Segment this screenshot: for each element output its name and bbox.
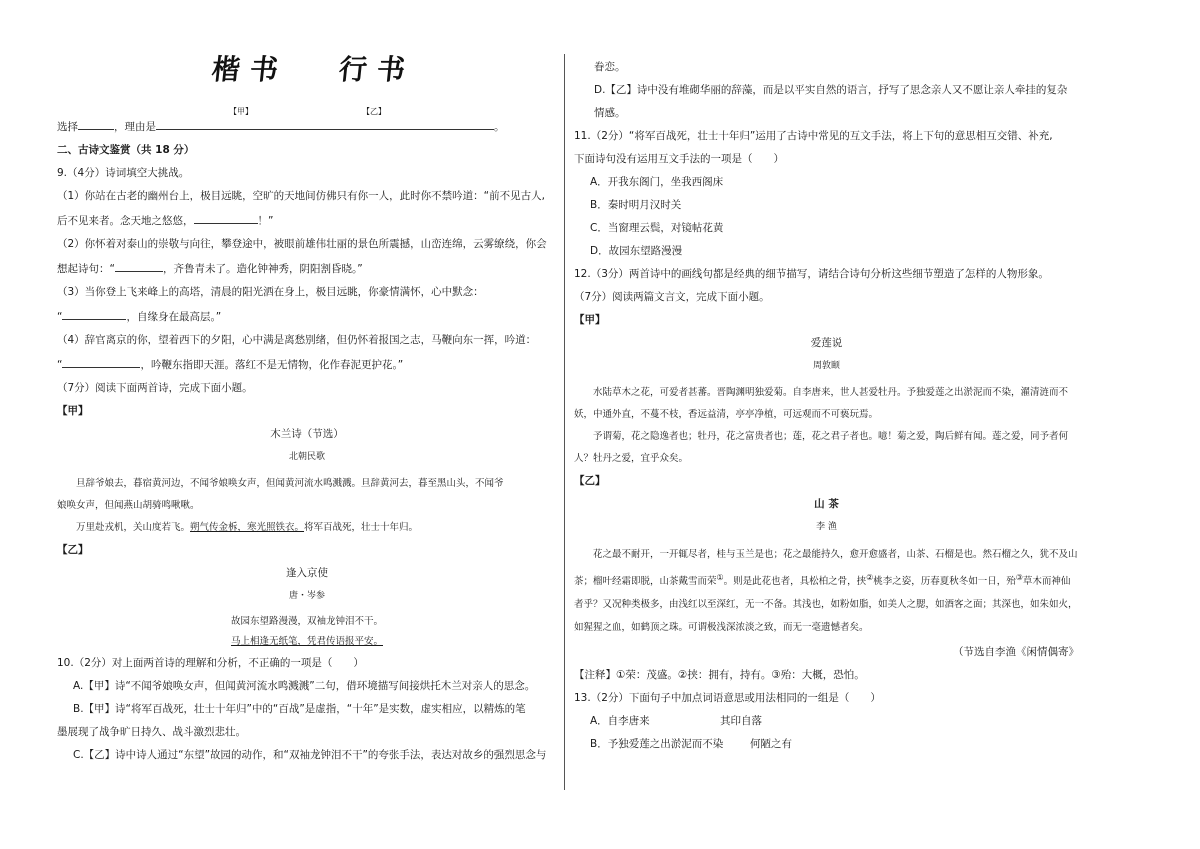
q13-option-b: B．予独爱莲之出淤泥而不染 何陋之有 bbox=[590, 738, 792, 751]
poem2-line: 故园东望路漫漫，双袖龙钟泪不干。 bbox=[230, 616, 383, 627]
q11-option-b: B．秦时明月汉时关 bbox=[590, 199, 682, 211]
poem1-line: 娘唤女声，但闻燕山胡骑鸣啾啾。 bbox=[57, 500, 200, 511]
ailian-para-2: 予谓菊，花之隐逸者也；牡丹，花之富贵者也；莲，花之君子者也。噫！菊之爱，陶后鲜有闻。莲之爱，同予者何人？牡丹之爱，宜乎众矣。 bbox=[574, 431, 1069, 464]
q9-4-line2: “ ，吟鞭东指即天涯。落红不是无情物，化作春泥更护花。” bbox=[57, 356, 557, 373]
poem2-line-underlined: 马上相逢无纸笔，凭君传语报平安。 bbox=[230, 636, 383, 647]
q9-2-line2: 想起诗句：“ ，齐鲁青未了。造化钟神秀，阴阳割昏晓。” bbox=[57, 260, 557, 277]
q9-4-line1: （4）辞官离京的你，望着西下的夕阳，心中满是离愁别绪，但仍怀着报国之志，马鞭向东一挥，吟道： bbox=[57, 334, 537, 346]
q10-option-b-line2: 墨展现了战争旷日持久、战斗激烈悲壮。 bbox=[57, 726, 246, 738]
source-citation: （节选自李渔《闲情偶寄》 bbox=[953, 646, 1079, 659]
q11-option-d: D．故园东望路漫漫 bbox=[590, 245, 683, 257]
q10-option-d-line2: 情感。 bbox=[594, 107, 626, 119]
q10-option-c: C.【乙】诗中诗人通过“东望”故园的动作，和“双袖龙钟泪不干”的夸张手法，表达对故乡的强烈思念与 bbox=[73, 749, 547, 761]
q13-option-a: A．自李唐来 其印自落 bbox=[590, 715, 762, 728]
q11-option-c: C．当窗理云鬓，对镜帖花黄 bbox=[590, 222, 724, 234]
yi-heading: 【乙】 bbox=[57, 544, 89, 556]
q9-1-line2: 后不见来者。念天地之悠悠， ！” bbox=[57, 212, 557, 229]
ailian-para-1: 水陆草木之花，可爱者甚蕃。晋陶渊明独爱菊。自李唐来，世人甚爱牡丹。予独爱莲之出淤泥而不染，濯清涟而不妖，中通外直，不蔓不枝，香远益清，亭亭净植，可远观而不可亵玩焉。 bbox=[574, 387, 1069, 420]
right-column bbox=[574, 60, 1079, 760]
select-answer-line: 选择 ，理由是 。 bbox=[57, 118, 557, 135]
poem1-author: 北朝民歌 bbox=[288, 452, 325, 462]
poem1-line: 万里赴戎机，关山度若飞。朔气传金柝，寒光照铁衣。将军百战死，壮士十年归。 bbox=[76, 522, 419, 533]
poem2-author: 唐・岑参 bbox=[288, 591, 325, 601]
calligraphy-labels bbox=[57, 104, 557, 118]
section-title: 二、古诗文鉴赏（共 18 分） bbox=[57, 144, 195, 156]
jia-heading: 【甲】 bbox=[57, 405, 89, 417]
q11-option-a: A．开我东阁门，坐我西阁床 bbox=[590, 176, 724, 188]
underlined-line: 朔气传金柝，寒光照铁衣。 bbox=[190, 522, 305, 533]
left-column bbox=[57, 53, 557, 771]
jia-heading-2: 【甲】 bbox=[574, 314, 606, 326]
footnote-mark: ③ bbox=[1015, 573, 1023, 582]
select-blank[interactable] bbox=[78, 118, 114, 130]
q9-3-blank[interactable] bbox=[62, 308, 126, 320]
q10-option-c-cont: 眷恋。 bbox=[594, 61, 626, 73]
question-12: 12.（3分）两首诗中的画线句都是经典的细节描写，请结合诗句分析这些细节塑造了怎样的人物形象。 bbox=[574, 268, 1049, 280]
q9-4-blank[interactable] bbox=[62, 356, 140, 368]
q9-1-line1: （1）你站在古老的幽州台上，极目远眺，空旷的天地间仿佛只有你一人，此时你不禁吟道：“前不见古人, bbox=[57, 190, 545, 202]
footnote-mark: ① bbox=[716, 573, 724, 582]
poem2-text bbox=[57, 612, 557, 652]
column-divider bbox=[564, 54, 565, 790]
question-9: 9.（4分）诗词填空大挑战。 bbox=[57, 167, 190, 179]
q10-option-d-line1: D.【乙】诗中没有堆砌华丽的辞藻，而是以平实自然的语言，抒写了思念亲人又不愿让亲人牵挂的复杂 bbox=[594, 84, 1068, 96]
q9-2-blank[interactable] bbox=[115, 260, 163, 272]
ailian-title: 爱莲说 bbox=[810, 337, 843, 349]
question-11-line2: 下面诗句没有运用互文手法的一项是（ ） bbox=[574, 153, 784, 165]
poem1-text bbox=[57, 473, 557, 539]
footnote-mark: ② bbox=[866, 573, 874, 582]
question-13: 13.（2分）下面句子中加点词语意思或用法相同的一组是（ ） bbox=[574, 692, 881, 705]
calligraphy-kaishu: 楷书 bbox=[210, 53, 290, 86]
shancha-author: 李 渔 bbox=[816, 522, 837, 532]
q9-3-line2: “ ，自缘身在最高层。” bbox=[57, 308, 557, 325]
question-10: 10.（2分）对上面两首诗的理解和分析，不正确的一项是（ ） bbox=[57, 657, 364, 669]
calligraphy-samples bbox=[57, 53, 557, 104]
label-jia: 【甲】 bbox=[229, 107, 253, 116]
poem2-title: 逢入京使 bbox=[286, 567, 328, 579]
reading-intro: （7分）阅读下面两首诗，完成下面小题。 bbox=[57, 382, 253, 394]
question-11-line1: 11.（2分）“将军百战死，壮士十年归”运用了古诗中常见的互文手法，将上下句的意思相互交错、补充, bbox=[574, 130, 1053, 142]
label-yi: 【乙】 bbox=[362, 107, 386, 116]
shancha-title: 山 茶 bbox=[814, 498, 839, 510]
q9-1-blank[interactable] bbox=[194, 212, 258, 224]
q9-2-line1: （2）你怀着对泰山的崇敬与向往，攀登途中，被眼前雄伟壮丽的景色所震撼，山峦连绵，云雾缭绕，你会 bbox=[57, 238, 547, 250]
annotation-note: 【注释】①荣：茂盛。②挟：拥有，持有。③殆：大概，恐怕。 bbox=[574, 669, 865, 682]
ailian-author: 周敦颐 bbox=[812, 361, 840, 371]
q9-3-line1: （3）当你登上飞来峰上的高塔，清晨的阳光洒在身上，极目远眺，你豪情满怀，心中默念： bbox=[57, 286, 484, 298]
q10-option-b-line1: B.【甲】诗“将军百战死，壮士十年归”中的“百战”是虚指，“十年”是实数，虚实相应，以精炼的笔 bbox=[73, 703, 526, 715]
shancha-text: 花之最不耐开，一开辄尽者，桂与玉兰是也；花之最能持久，愈开愈盛者，山茶、石榴是也。然石榴之久，犹不及山茶；榴叶经霜即脱，山茶戴雪而荣①。则是此花也者，具松柏之骨，挟②桃李之姿，历春夏秋冬如一日，殆③草木而神仙者乎？又况种类极多，由浅红以至深红，无一不备。其浅也，如粉如脂，如美人之腮，如酒客之面；其深也，如朱如火，如猩猩之血，如鹤顶之珠。可谓极浅深浓淡之致，而无一毫遗憾者矣。 bbox=[574, 549, 1078, 634]
q10-option-a: A.【甲】诗“不闻爷娘唤女声，但闻黄河流水鸣溅溅”二句，借环境描写间接烘托木兰对亲人的思念。 bbox=[73, 680, 536, 692]
calligraphy-xingshu: 行书 bbox=[337, 53, 417, 86]
poem1-title: 木兰诗（节选） bbox=[270, 428, 344, 440]
poem1-line: 旦辞爷娘去，暮宿黄河边，不闻爷娘唤女声，但闻黄河流水鸣溅溅。旦辞黄河去，暮至黑山头，不闻爷 bbox=[76, 478, 504, 489]
reading-intro-2: （7分）阅读两篇文言文，完成下面小题。 bbox=[574, 291, 770, 303]
reason-blank[interactable] bbox=[156, 118, 494, 130]
yi-heading-2: 【乙】 bbox=[574, 475, 606, 487]
